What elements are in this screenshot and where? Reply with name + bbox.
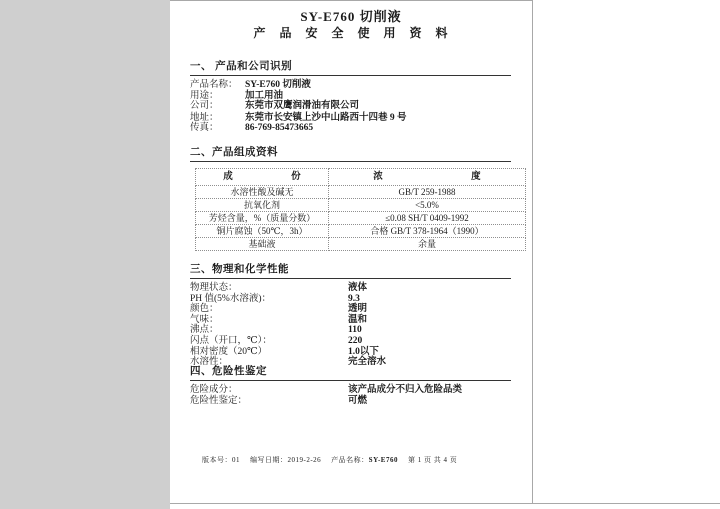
table-row	[196, 212, 526, 225]
field-boiling-point	[190, 325, 511, 336]
page-footer	[202, 455, 457, 465]
section1-fields	[190, 80, 511, 134]
date-label: 编写日期：	[250, 456, 288, 464]
section-hazard	[190, 363, 511, 406]
field-label: 产品名称：	[190, 80, 238, 90]
component-cell: 基础液	[196, 238, 329, 251]
column-header-concentration: 浓 度	[329, 169, 526, 186]
field-relative-density	[190, 347, 511, 358]
version-label: 版本号：	[202, 456, 232, 464]
field-hazard-identification	[190, 396, 511, 407]
section-composition	[190, 144, 511, 162]
composition-table	[195, 168, 526, 251]
footer-date	[250, 455, 321, 465]
field-label: PH 值(5%水溶液)：	[190, 293, 272, 304]
version-value: 01	[232, 456, 240, 464]
field-label: 水溶性：	[190, 357, 229, 368]
field-label: 沸点：	[190, 325, 219, 336]
field-label: 气味：	[190, 314, 219, 325]
field-value: 透明	[348, 304, 368, 315]
field-odor	[190, 315, 511, 326]
component-cell: 水溶性酸及碱无	[196, 186, 329, 199]
component-cell: 铜片腐蚀（50℃，3h）	[196, 225, 329, 238]
column-header-component: 成 份	[196, 169, 329, 186]
field-value: 东莞市双鹰润滑油有限公司	[245, 101, 360, 112]
footer-version	[202, 455, 240, 465]
footer-pagination: 第 1 页 共 4 页	[407, 456, 458, 464]
section1-heading: 一、 产品和公司识别	[190, 58, 511, 76]
document-subtitle: 产 品 安 全 使 用 资 料	[253, 26, 449, 40]
field-value: 东莞市长安镇上沙中山路西十四巷 9 号	[245, 112, 407, 123]
field-fax	[190, 123, 511, 134]
concentration-cell: ≤0.08 SH/T 0409-1992	[329, 212, 526, 225]
field-label: 用途：	[190, 90, 219, 101]
field-value: SY-E760 切削液	[245, 80, 311, 90]
field-label: 颜色：	[190, 304, 219, 315]
field-label: 闪点（开口，℃）：	[190, 335, 272, 346]
table-row	[196, 225, 526, 238]
field-label: 传真：	[190, 123, 219, 134]
section4-heading: 四、危险性鉴定	[190, 363, 511, 381]
section2-heading: 二、产品组成资料	[190, 144, 511, 162]
field-value: 温和	[348, 314, 368, 325]
component-cell: 芳烃含量，%（质量分数）	[196, 212, 329, 225]
field-label: 相对密度（20℃）	[190, 346, 268, 357]
field-value: 完全溶水	[348, 357, 387, 368]
field-hazard-components	[190, 385, 511, 396]
field-label: 公司：	[190, 101, 219, 112]
field-value: 1.0以下	[348, 346, 379, 357]
field-company	[190, 101, 511, 112]
component-cell: 抗氧化剂	[196, 199, 329, 212]
field-value: 加工用油	[245, 90, 284, 101]
field-ph	[190, 294, 511, 305]
product-label: 产品名称：	[331, 456, 369, 464]
concentration-cell: <5.0%	[329, 199, 526, 212]
field-value: 液体	[348, 283, 368, 293]
date-value: 2019-2-26	[287, 456, 322, 464]
field-value: 86-769-85473665	[245, 123, 314, 134]
section-product-company	[190, 58, 511, 134]
field-flash-point	[190, 336, 511, 347]
product-value: SY-E760	[368, 456, 398, 464]
concentration-cell: 余量	[329, 238, 526, 251]
field-physical-state	[190, 283, 511, 294]
field-label: 物理状态：	[190, 283, 238, 293]
section3-heading: 三、物理和化学性能	[190, 261, 511, 279]
section4-fields	[190, 385, 511, 406]
concentration-cell: GB/T 259-1988	[329, 186, 526, 199]
field-usage	[190, 91, 511, 102]
field-value: 9.3	[348, 293, 360, 304]
section-physical-chemical	[190, 261, 511, 368]
field-label: 危险性鉴定：	[190, 395, 248, 406]
field-color	[190, 304, 511, 315]
field-value: 该产品成分不归入危险品类	[348, 385, 463, 395]
section3-fields	[190, 283, 511, 368]
footer-product	[331, 455, 398, 465]
background-left-strip	[0, 0, 170, 509]
concentration-cell: 合格 GB/T 378-1964（1990）	[329, 225, 526, 238]
field-value: 220	[348, 335, 363, 346]
field-label: 地址：	[190, 112, 219, 123]
table-row	[196, 238, 526, 251]
table-row	[196, 186, 526, 199]
table-row	[196, 199, 526, 212]
field-address	[190, 113, 511, 124]
field-value: 可燃	[348, 395, 368, 406]
field-label: 危险成分：	[190, 385, 238, 395]
table-header-row	[196, 169, 526, 186]
page-bottom-edge-line	[533, 503, 720, 504]
field-value: 110	[348, 325, 362, 336]
field-product-name	[190, 80, 511, 91]
document-page	[170, 0, 533, 504]
document-title: SY-E760 切削液	[300, 9, 402, 24]
